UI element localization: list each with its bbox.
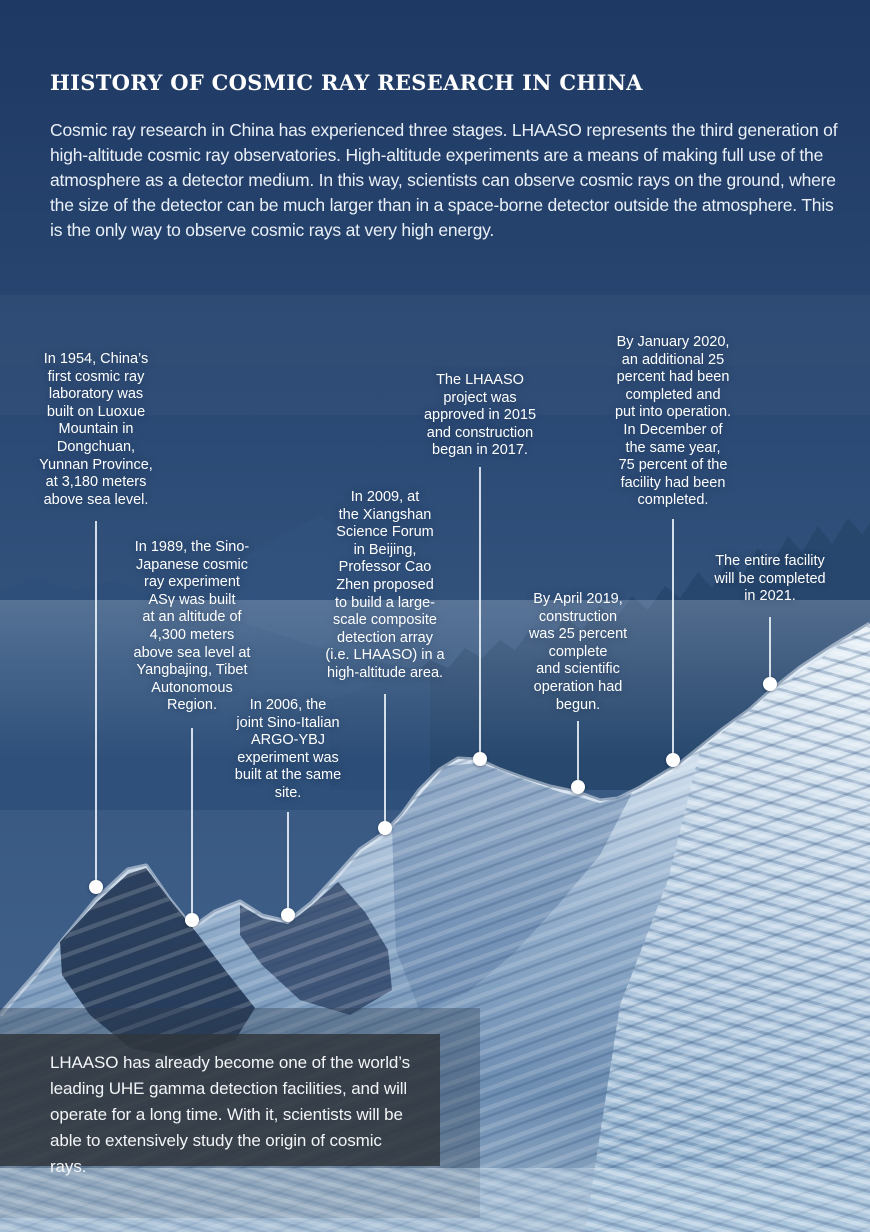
intro-paragraph: Cosmic ray research in China has experienced three stages. LHAASO represents the third generation of high-altitude cosmic ray observatories. High-altitude experiments are a means of making full use of the atmosphere as a detector medium. In this way, scientists can observe cosmic rays on the ground, where the size of the detector can be much larger than in a space-borne detector outside the atmosphere. This is the only way to observe cosmic rays at very high energy.	[50, 120, 838, 240]
summary-box	[0, 1034, 440, 1176]
timeline-event-text: The LHAASO project was approved in 2015 and construction began in 2017.	[423, 372, 537, 459]
timeline-event-text: In 1954, China’s first cosmic ray laboratory was built on Luoxue Mountain in Dongchuan, Yunnan Province, at 3,180 meters above sea level.	[39, 351, 153, 508]
timeline-event-text: By January 2020, an additional 25 percent had been completed and put into operation. In December of the same year, 75 percent of the facility had been completed.	[614, 334, 732, 509]
timeline-event-text: By April 2019, construction was 25 percent complete and scientific operation had begun.	[528, 591, 628, 713]
timeline-event-text: In 2006, the joint Sino-Italian ARGO-YBJ experiment was built at the same site.	[234, 697, 342, 801]
timeline-event-text: In 2009, at the Xiangshan Science Forum in Beijing, Professor Cao Zhen proposed to build a large- scale composite detection array (i.e. LHAASO) in a high-altitude area.	[325, 489, 445, 681]
page-title: HISTORY OF COSMIC RAY RESEARCH IN CHINA	[50, 70, 643, 95]
summary-text: LHAASO has already become one of the world’s leading UHE gamma detection facilities, and will operate for a long time. With it, scientists will be able to extensively study the origin of cosmic rays.	[50, 1053, 411, 1176]
timeline-event-text: In 1989, the Sino- Japanese cosmic ray experiment ASγ was built at an altitude of 4,300 meters above sea level at Yangbajing, Tibet Autonomous Region.	[133, 539, 251, 714]
timeline-event-text: The entire facility will be completed in 2021.	[714, 553, 826, 605]
